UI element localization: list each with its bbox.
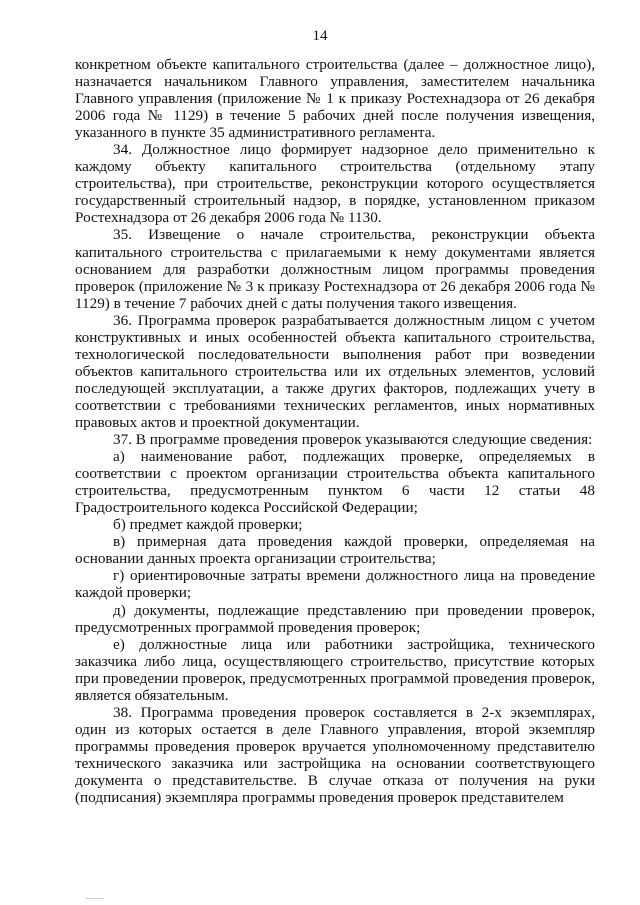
paragraph-item-36: 36. Программа проверок разрабатывается должностным лицом с учетом конструктивных и иных особенностей объекта капитального строительства, технологической последовательности выполнения работ при возведении объектов капитального строительства или их отдельных элементов, условий последующей эксплуатации, а также других факторов, подлежащих учету в соответствии с требованиями технических регламентов, иных нормативных правовых актов и проектной документации. <box>75 311 595 431</box>
paragraph-item-37: 37. В программе проведения проверок указываются следующие сведения: <box>113 431 593 449</box>
scan-edge-mark <box>86 898 104 899</box>
list-item-37-b: б) предмет каждой проверки; <box>113 516 303 534</box>
list-item-37-a: а) наименование работ, подлежащих проверке, определяемых в соответствии с проектом организации строительства объекта капитального строительства, предусмотренным пунктом 6 части 12 статьи 48 Градостроительного кодекса Российской Федерации; <box>75 448 595 517</box>
paragraph-continuation: конкретном объекте капитального строительства (далее – должностное лицо), назначается начальником Главного управления, заместителем начальника Главного управления (приложение № 1 к приказу Ростехнадзора от 26 декабря 2006 года № 1129) в течение 5 рабочих дней после получения извещения, указанного в пункте 35 административного регламента. <box>75 56 595 142</box>
paragraph-item-34: 34. Должностное лицо формирует надзорное дело применительно к каждому объекту капитального строительства (отдельному этапу строительства), при строительстве, реконструкции которого осуществляется государственный строительный надзор, в порядке, установленном приказом Ростехнадзора от 26 декабря 2006 года № 1130. <box>75 141 595 227</box>
list-item-37-g: г) ориентировочные затраты времени должностного лица на проведение каждой проверки; <box>75 567 595 602</box>
list-item-37-v: в) примерная дата проведения каждой проверки, определяемая на основании данных проекта организации строительства; <box>75 533 595 568</box>
paragraph-item-38: 38. Программа проведения проверок составляется в 2-х экземплярах, один из которых остается в деле Главного управления, второй экземпляр программы проведения проверок вручается уполномоченному представителю технического заказчика или застройщика на основании соответствующего документа о представительстве. В случае отказа от получения на руки (подписания) экземпляра программы проведения проверок представителем <box>75 703 595 807</box>
paragraph-item-35: 35. Извещение о начале строительства, реконструкции объекта капитального строительства с прилагаемыми к нему документами является основанием для разработки должностным лицом программы проведения проверок (приложение № 3 к приказу Ростехнадзора от 26 декабря 2006 года № 1129) в течение 7 рабочих дней с даты получения такого извещения. <box>75 226 595 312</box>
page-number: 14 <box>312 28 328 44</box>
list-item-37-d: д) документы, подлежащие представлению при проведении проверок, предусмотренных программой проведения проверок; <box>75 601 595 636</box>
list-item-37-e: е) должностные лица или работники застройщика, технического заказчика либо лица, осуществляющего строительство, присутствие которых при проведении проверок, предусмотренных программой проведения проверок, является обязательным. <box>75 635 595 704</box>
document-body <box>75 56 595 806</box>
